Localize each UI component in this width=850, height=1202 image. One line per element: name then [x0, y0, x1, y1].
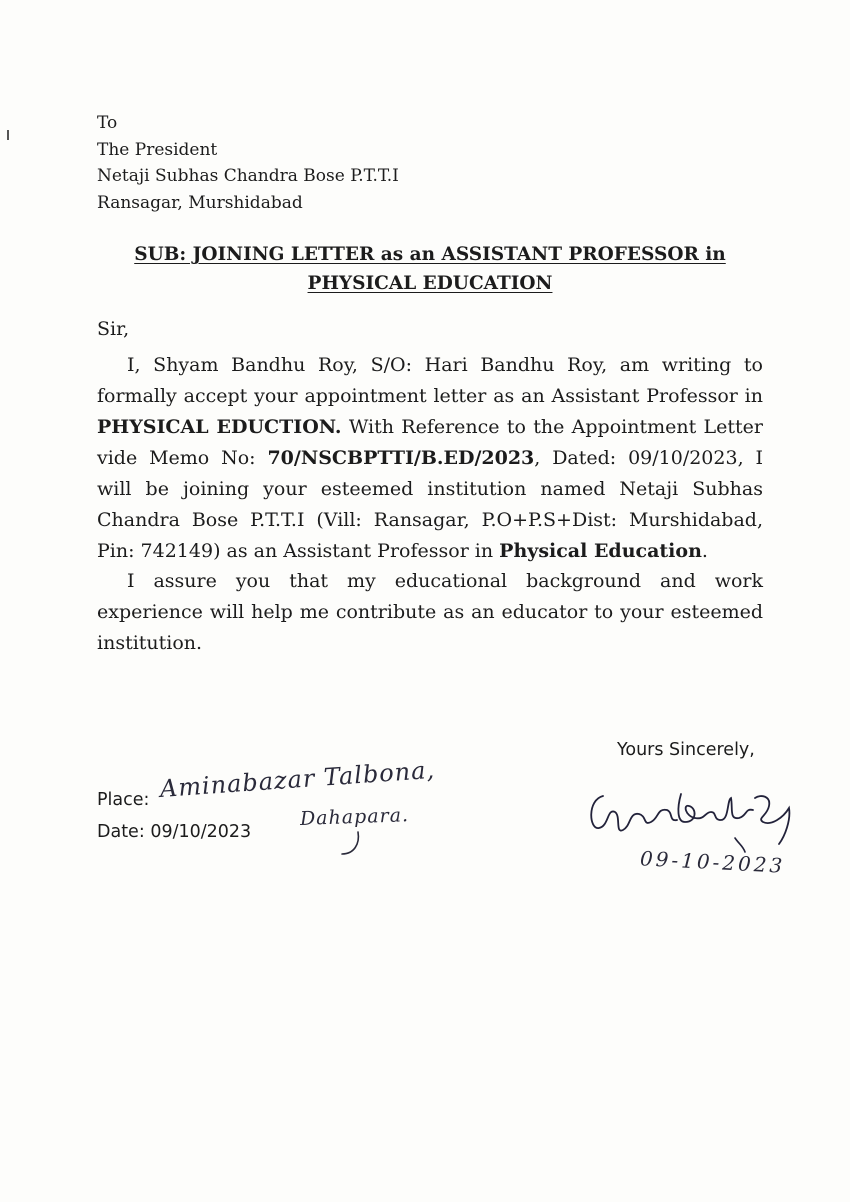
body-text: .	[701, 540, 708, 562]
body-paragraph-1	[97, 350, 763, 567]
memo-number: 70/NSCBPTTI/B.ED/2023	[267, 447, 535, 469]
handwriting-stroke	[330, 830, 370, 860]
handwritten-signature-date: 09-10-2023	[639, 846, 786, 878]
body-text: , Dated: 09/10/2023, I will be joining your esteemed institution named Netaji Subhas Chandra Bose P.T.T.I (Vill: Ransagar, P.O+P.S+Dist: Murshidabad, Pin: 742149) as an Assistant Professor in	[97, 447, 763, 562]
address-to: To	[97, 113, 118, 133]
date-label: Date:	[97, 822, 145, 842]
handwritten-place-line-1: Aminabazar Talbona,	[159, 755, 436, 803]
handwritten-place-line-2: Dahapara.	[299, 804, 410, 830]
subject-bold: PHYSICAL EDUCTION.	[97, 416, 342, 438]
address-institution: Netaji Subhas Chandra Bose P.T.T.I	[97, 166, 399, 186]
body-paragraph-2: I assure you that my educational background and work experience will help me contribute as an educator to your esteemed institution.	[97, 570, 763, 654]
place-label: Place:	[97, 790, 150, 810]
date-value: 09/10/2023	[150, 822, 252, 842]
address-location: Ransagar, Murshidabad	[97, 192, 303, 213]
body-text: With Reference to the Appointment Letter vide Memo No:	[97, 416, 763, 469]
body-text: I, Shyam Bandhu Roy, S/O: Hari Bandhu Roy, am writing to formally accept your appointment letter as an Assistant Professor in	[97, 354, 763, 407]
recipient-address	[97, 110, 399, 216]
scan-edge-mark	[7, 130, 9, 140]
salutation: Sir,	[97, 318, 130, 340]
subject-bold: Physical Education	[499, 540, 702, 562]
subject-line-1: SUB: JOINING LETTER as an ASSISTANT PROFESSOR in	[134, 244, 726, 265]
closing: Yours Sincerely,	[617, 740, 755, 760]
subject-heading	[100, 240, 760, 298]
address-recipient: The President	[97, 139, 218, 160]
subject-line-2: PHYSICAL EDUCATION	[307, 273, 553, 294]
date-line	[97, 822, 251, 842]
signature	[585, 778, 795, 853]
